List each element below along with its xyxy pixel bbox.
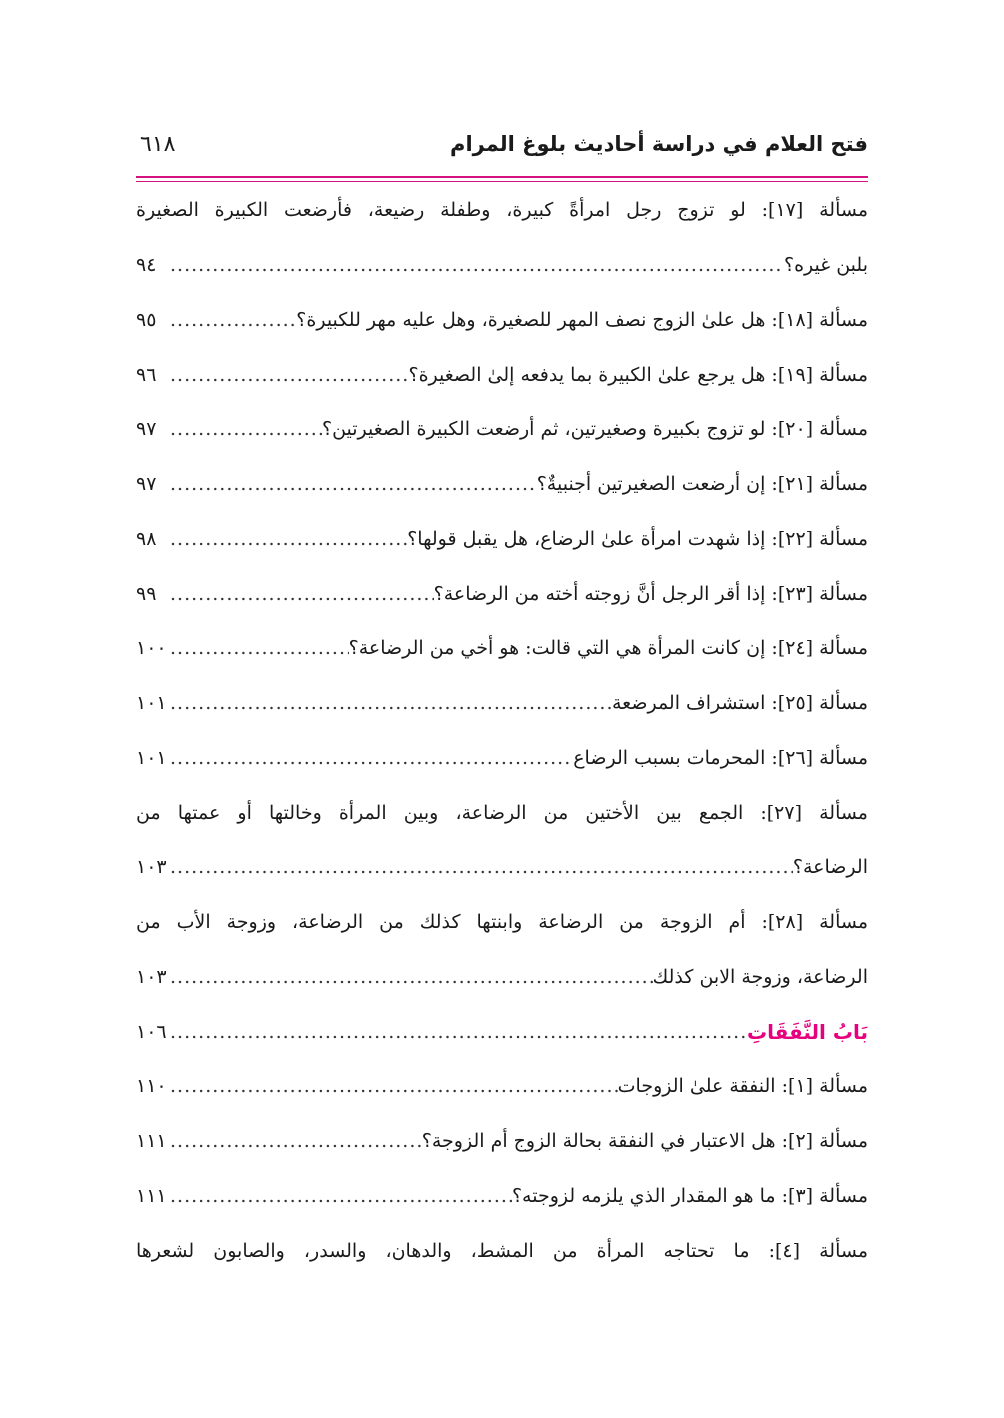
toc-page-number: ١٠١ [136,692,167,715]
toc-entry[interactable] [136,183,868,238]
toc-entry[interactable] [136,621,868,676]
toc-page-number: ١١١ [136,1130,167,1153]
header-rule-thick [136,176,868,178]
toc-entry[interactable] [136,676,868,731]
toc-entry-text: مسألة [٣]: ما هو المقدار الذي يلزمه لزوجته؟ [511,1184,868,1207]
toc-entry-text: مسألة [١٨]: هل علىٰ الزوج نصف المهر للصغيرة، وهل عليه مهر للكبيرة؟ [296,308,868,331]
toc-page-number: ٩٤ [136,254,157,277]
dot-leader [168,966,653,988]
toc-entry[interactable] [136,402,868,457]
toc-chapter-heading[interactable] [136,1004,868,1059]
dot-leader [168,254,784,276]
toc-entry-text: مسألة [٢١]: إن أرضعت الصغيرتين أجنبيةٌ؟ [536,473,868,496]
toc-entry[interactable] [136,785,868,840]
toc-entry-text: مسألة [٢٤]: إن كانت المرأة هي التي قالت: هو أخي من الرضاعة؟ [348,637,868,660]
toc-page-number: ٩٦ [136,363,157,386]
toc-entry-text: الرضاعة؟ [792,856,868,879]
toc-entry[interactable] [136,347,868,402]
dot-leader [168,418,322,440]
toc-entry-text: الرضاعة، وزوجة الابن كذلك [652,965,868,988]
toc-entry[interactable] [136,840,868,895]
toc-entry[interactable] [136,1114,868,1169]
toc-entry-text: مسألة [١٧]: لو تزوج رجل امرأةً كبيرة، وطفلة رضيعة، فأرضعت الكبيرة الصغيرة [136,199,868,222]
toc-entry-text: مسألة [١٩]: هل يرجع علىٰ الكبيرة بما يدفعه إلىٰ الصغيرة؟ [408,363,868,386]
toc-page-number: ١٠٠ [136,637,167,660]
dot-leader [168,1130,422,1152]
toc-page-number: ١٠٦ [136,1020,167,1043]
toc-page-number: ١٠٣ [136,965,167,988]
toc-entry[interactable] [136,1169,868,1224]
dot-leader [168,856,793,878]
toc-entry-text: مسألة [١]: النفقة علىٰ الزوجات [617,1075,868,1098]
toc-page-number: ٩٩ [136,582,157,605]
toc-entry[interactable] [136,1223,868,1278]
toc-page-number: ٩٧ [136,473,157,496]
toc-entry-text: مسألة [٢٧]: الجمع بين الأختين من الرضاعة، وبين المرأة وخالتها أو عمتها من [136,801,868,824]
toc-entry[interactable] [136,512,868,567]
dot-leader [168,637,349,659]
dot-leader [168,528,407,550]
page-number: ٦١٨ [140,132,176,157]
toc-entry-text: مسألة [٢٣]: إذا أقر الرجل أنَّ زوجته أخته من الرضاعة؟ [433,582,868,605]
toc-page-number: ١١٠ [136,1075,167,1098]
dot-leader [168,1021,747,1043]
toc-entry[interactable] [136,238,868,293]
toc-entry-text: مسألة [٢٥]: استشراف المرضعة [611,692,868,715]
toc-page-number: ١٠١ [136,746,167,769]
toc-entry[interactable] [136,950,868,1005]
toc-entry-text: مسألة [٢٦]: المحرمات بسبب الرضاع [573,746,868,769]
toc-entry-text: بلبن غيره؟ [783,254,868,277]
toc-entry-text: مسألة [٢٨]: أم الزوجة من الرضاعة وابنتها كذلك من الرضاعة، وزوجة الأب من [136,911,868,934]
toc-page-number: ١١١ [136,1184,167,1207]
toc-entry[interactable] [136,1059,868,1114]
dot-leader [168,473,537,495]
dot-leader [168,692,612,714]
toc-entry[interactable] [136,895,868,950]
toc-entry-text: مسألة [٢]: هل الاعتبار في النفقة بحالة الزوج أم الزوجة؟ [421,1130,868,1153]
dot-leader [168,1185,512,1207]
toc-page-number: ١٠٣ [136,856,167,879]
dot-leader [168,747,573,769]
dot-leader [168,1075,618,1097]
book-title: فتح العلام في دراسة أحاديث بلوغ المرام [450,132,868,156]
table-of-contents [136,183,868,1278]
toc-page-number: ٩٧ [136,418,157,441]
dot-leader [168,364,409,386]
toc-entry-text: مسألة [٢٠]: لو تزوج بكبيرة وصغيرتين، ثم أرضعت الكبيرة الصغيرتين؟ [321,418,868,441]
header-rule-thin [136,181,868,182]
toc-entry-text: مسألة [٢٢]: إذا شهدت امرأة علىٰ الرضاع، هل يقبل قولها؟ [407,527,868,550]
toc-page-number: ٩٥ [136,308,157,331]
toc-entry-text: مسألة [٤]: ما تحتاجه المرأة من المشط، والدهان، والسدر، والصابون لشعرها [136,1239,869,1262]
dot-leader [168,583,434,605]
toc-entry[interactable] [136,731,868,786]
toc-page-number: ٩٨ [136,527,157,550]
toc-entry-text: بَابُ النَّفَقَاتِ [746,1019,868,1044]
dot-leader [168,309,296,331]
page-header [136,128,868,172]
toc-entry[interactable] [136,457,868,512]
toc-entry[interactable] [136,293,868,348]
toc-entry[interactable] [136,566,868,621]
